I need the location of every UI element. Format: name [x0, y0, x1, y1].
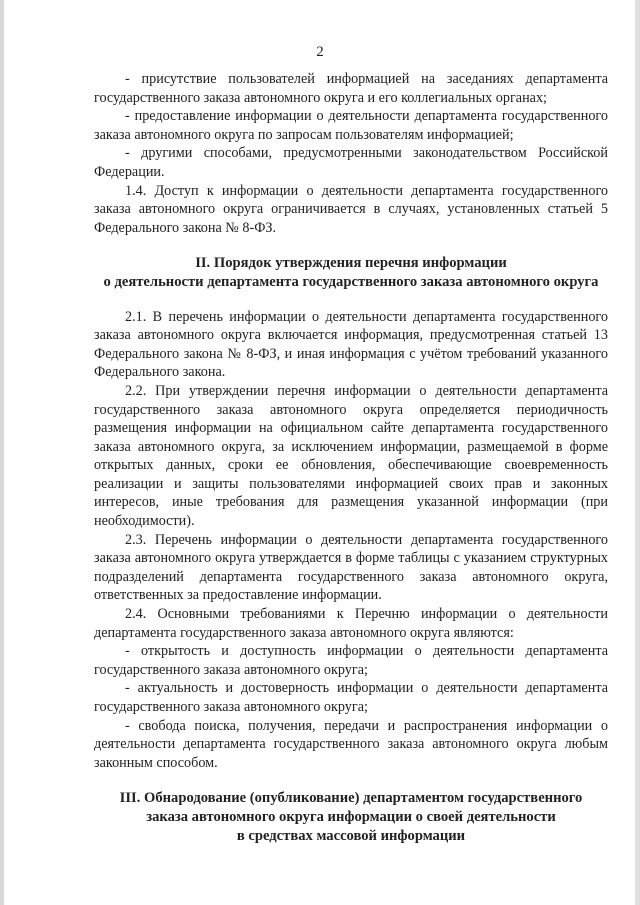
section-heading-3: [94, 789, 608, 845]
section-heading-line: в средствах массовой информации: [236, 827, 466, 844]
scan-edge-left: [0, 0, 4, 905]
paragraph: 2.1. В перечень информации о деятельности департамента государственного заказа автономного округа включается информация, предусмотренная статьей 13 Федерального закона № 8-ФЗ, и иная информация с учётом требований указанного Федерального закона.: [94, 308, 608, 381]
paragraph: - предоставление информации о деятельности департамента государственного заказа автономного округа по запросам пользователям информацией;: [94, 108, 608, 143]
page-number: 2: [316, 44, 324, 60]
paragraph: 1.4. Доступ к информации о деятельности департамента государственного заказа автономного округа ограничивается в случаях, установленных статьей 5 Федерального закона № 8-ФЗ.: [94, 182, 608, 236]
scan-edge-right: [635, 0, 640, 905]
section-heading-line: III. Обнародование (опубликование) департаментом государственного: [119, 790, 583, 807]
document-body: [94, 70, 608, 845]
section-heading-line: заказа автономного округа информации о своей деятельности: [146, 808, 556, 825]
paragraph: - открытость и доступность информации о деятельности департамента государственного заказа автономного округа;: [94, 643, 608, 678]
paragraph: - свобода поиска, получения, передачи и распространения информации о деятельности департамента государственного заказа автономного округа любым законным способом.: [94, 717, 608, 771]
paragraph: - другими способами, предусмотренными законодательством Российской Федерации.: [94, 145, 608, 180]
section-heading-line: II. Порядок утверждения перечня информации: [195, 255, 507, 272]
section-heading-2: [94, 254, 608, 291]
paragraph: 2.3. Перечень информации о деятельности департамента государственного заказа автономного округа утверждается в форме таблицы с указанием структурных подразделений департамента государственного заказа автономного округа, ответственных за предоставление информации.: [94, 531, 608, 604]
paragraph: 2.4. Основными требованиями к Перечню информации о деятельности департамента государственного заказа автономного округа являются:: [94, 606, 608, 641]
paragraph: - присутствие пользователей информацией на заседаниях департамента государственного заказа автономного округа и его коллегиальных органах;: [94, 71, 608, 106]
paragraph: - актуальность и достоверность информации о деятельности департамента государственного заказа автономного округа;: [94, 680, 608, 715]
section-heading-line: о деятельности департамента государственного заказа автономного округа: [103, 273, 599, 290]
paragraph: 2.2. При утверждении перечня информации о деятельности департамента государственного заказа автономного округа определяется периодичность размещения информации на официальном сайте департамента государственного заказа автономного округа, за исключением информации, размещаемой в форме открытых данных, сроки ее обновления, обеспечивающие своевременность реализации и защиты пользователями информацией своих прав и законных интересов, иные требования для размещения указанной информации (при необходимости).: [94, 382, 608, 530]
